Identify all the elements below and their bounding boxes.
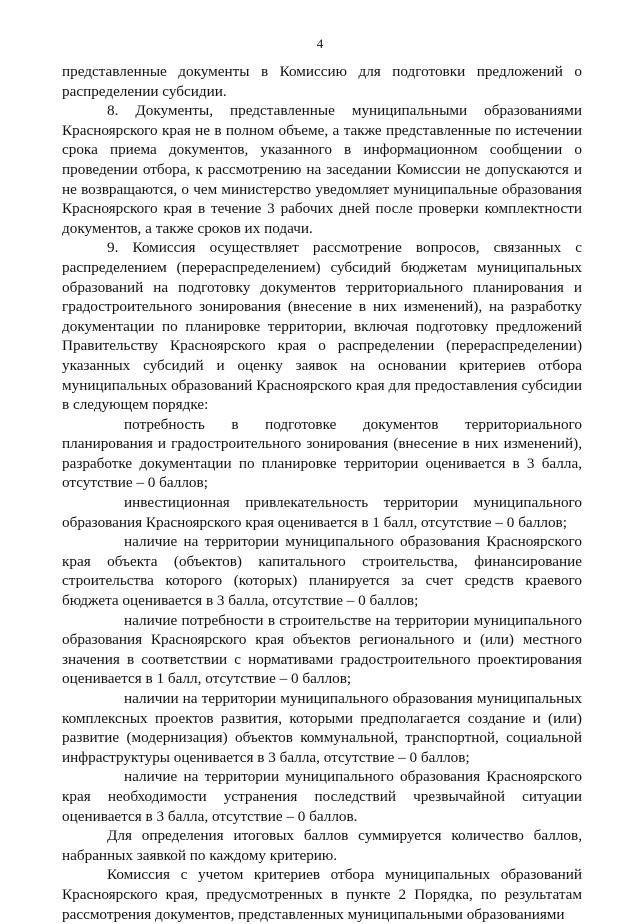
criterion-planning-documents: потребность в подготовке документов территориального планирования и градостроительного зонирования (внесение в них изменений), разработке документации по планировке территории оценивается в 3 балла, отсутствие – 0 баллов; (62, 415, 582, 492)
criterion-complex-projects: наличии на территории муниципального образования муниципальных комплексных проектов развития, которыми предполагается создание и (или) развитие (модернизация) объектов коммунальной, транспортной, социальной инфраструктуры оценивается в 3 балла, отсутствие – 0 баллов; (62, 690, 582, 766)
paragraph-commission: Комиссия с учетом критериев отбора муниципальных образований Красноярского края, предусмотренных в пункте 2 Порядка, по результатам рассмотрения документов, представленных муниципальными образованиями (62, 866, 582, 923)
paragraph-total-score: Для определения итоговых баллов суммируется количество баллов, набранных заявкой по каждому критерию. (62, 827, 582, 864)
paragraph-continuation: представленные документы в Комиссию для подготовки предложений о распределении субсидии. (62, 63, 582, 100)
document-body (62, 62, 582, 924)
criterion-construction-need: наличие потребности в строительстве на территории муниципального образования Красноярского края объектов регионального и (или) местного значения в соответствии с нормативами градостроительного проектирования оценивается в 1 балл, отсутствие – 0 баллов; (62, 611, 582, 688)
criterion-investment-attractiveness: инвестиционная привлекательность территории муниципального образования Красноярского края оценивается в 1 балл, отсутствие – 0 баллов; (62, 494, 582, 531)
paragraph-item-8: 8. Документы, представленные муниципальными образованиями Красноярского края не в полном объеме, а также представленные по истечении срока приема документов, указанного в информационном сообщении о проведении отбора, к рассмотрению на заседании Комиссии не допускаются и не возвращаются, о чем министерство уведомляет муниципальные образования Красноярского края в течение 3 рабочих дней после проверки комплектности документов, а также сроков их подачи. (62, 102, 582, 237)
criterion-capital-construction: наличие на территории муниципального образования Красноярского края объекта (объектов) капитального строительства, финансирование строительства которого (которых) планируется за счет средств краевого бюджета оценивается в 3 балла, отсутствие – 0 баллов; (62, 533, 582, 610)
paragraph-item-9: 9. Комиссия осуществляет рассмотрение вопросов, связанных с распределением (перераспределением) субсидий бюджетам муниципальных образований на подготовку документов территориального планирования и градостроительного зонирования (внесение в них изменений), на разработку документации по планировке территории, включая подготовку предложений Правительству Красноярского края о распределении (перераспределении) указанных субсидий и оценку заявок на основании критериев отбора муниципальных образований Красноярского края для предоставления субсидии в следующем порядке: (62, 239, 582, 414)
page-number: 4 (316, 36, 324, 51)
criterion-emergency: наличие на территории муниципального образования Красноярского края необходимости устранения последствий чрезвычайной ситуации оценивается в 3 балла, отсутствие – 0 баллов. (62, 768, 582, 825)
